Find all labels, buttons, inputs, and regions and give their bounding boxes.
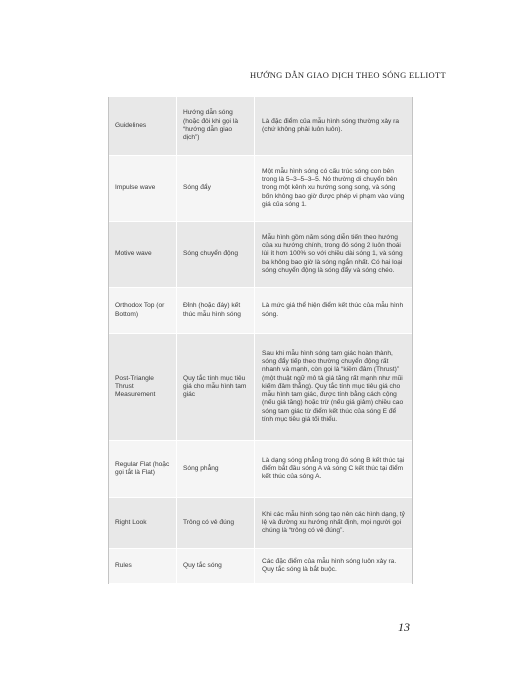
definition-cell: Mẫu hình gồm năm sóng diễn tiến theo hướng của xu hướng chính, trong đó sóng 2 luôn thoái lùi ít hơn 100% so với chiều dài sóng 1, và sóng ba không bao giờ là sóng ngắn nhất. Có hai loại sóng chuyển động là sóng đẩy và sóng chéo. [262, 233, 403, 274]
translation-cell: Quy tắc sóng [183, 561, 222, 569]
table-row [109, 97, 412, 156]
table-row [109, 156, 412, 222]
table-row [109, 441, 412, 498]
table-row [109, 498, 412, 549]
translation-cell: Đỉnh (hoặc đáy) kết thúc mẫu hình sóng [183, 302, 241, 318]
definition-cell: Sau khi mẫu hình sóng tam giác hoàn thành, sóng đẩy tiếp theo thường chuyển động rất nhanh và mạnh, còn gọi là “kiềm đâm (Thrust)” (một thuật ngữ mô tả giá tăng rất mạnh như mũi kiếm đâm thẳng). Quy tắc tính mục tiêu giá cho mẫu hình tam giác, được tính bằng cách cộng (nếu giá tăng) hoặc trừ (nếu giá giảm) chiều cao sóng tam giác từ điểm kết thúc của sóng E để tính mục tiêu giá tối thiểu. [262, 349, 404, 424]
translation-cell: Sóng đẩy [183, 184, 211, 192]
translation-cell: Sóng phẳng [183, 464, 219, 472]
term-cell: Rules [115, 561, 132, 569]
term-cell: Motive wave [115, 250, 152, 258]
term-cell: Impulse wave [115, 184, 156, 192]
definition-cell: Là mức giá thể hiện điểm kết thúc của mẫu hình sóng. [262, 302, 404, 318]
definition-cell: Là dạng sóng phẳng trong đó sóng B kết thúc tại điểm bắt đầu sóng A và sóng C kết thúc tại điểm kết thúc của sóng A. [262, 456, 405, 481]
term-cell: Guidelines [115, 121, 147, 129]
translation-cell: Sóng chuyển động [183, 250, 238, 258]
definition-cell: Một mẫu hình sóng có cấu trúc sóng con bên trong là 5–3–5–3–5. Nó thường di chuyển bên trong một kênh xu hướng song song, và sóng bốn không bao giờ được phép vi phạm vào vùng giá của sóng 1. [262, 167, 405, 208]
translation-cell: Quy tắc tính mục tiêu giá cho mẫu hình tam giác [183, 374, 247, 399]
term-cell: Regular Flat (hoặc gọi tắt là Flat) [115, 460, 170, 476]
translation-cell: Trông có vẻ đúng [183, 518, 235, 526]
term-cell: Right Look [115, 518, 147, 526]
term-cell: Orthodox Top (or Bottom) [115, 302, 165, 318]
page-number: 13 [398, 620, 410, 634]
glossary-table [108, 97, 413, 584]
definition-cell: Khi các mẫu hình sóng tạo nên các hình dạng, tỷ lệ và đường xu hướng nhất định, mọi người gọi chúng là “trông có vẻ đúng”. [262, 510, 405, 535]
table-row [109, 222, 412, 288]
term-cell: Post-Triangle Thrust Measurement [115, 374, 156, 399]
definition-cell: Là đặc điểm của mẫu hình sóng thường xảy ra (chứ không phải luôn luôn). [262, 117, 400, 133]
table-row [109, 288, 412, 334]
table-row [109, 549, 412, 584]
running-header: HƯỚNG DẪN GIAO DỊCH THEO SÓNG ELLIOTT [249, 70, 446, 80]
definition-cell: Các đặc điểm của mẫu hình sóng luôn xảy ra. Quy tắc sóng là bắt buộc. [262, 557, 397, 573]
table-row [109, 334, 412, 441]
translation-cell: Hướng dẫn sóng (hoặc đôi khi gọi là “hướng dẫn giao dịch”) [183, 109, 238, 142]
